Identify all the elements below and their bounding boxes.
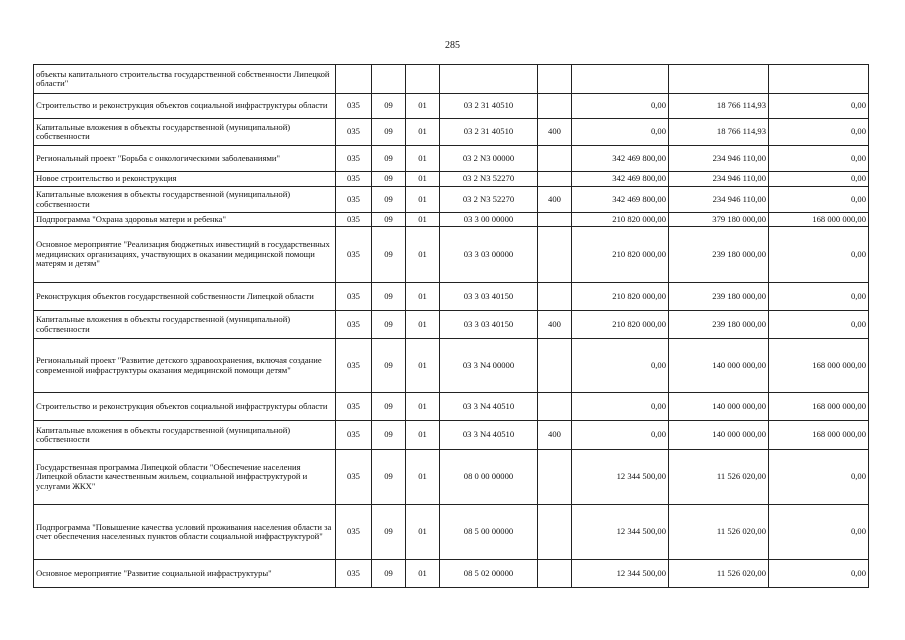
row-sum-3: 0,00 bbox=[769, 283, 869, 311]
row-sum-2: 140 000 000,00 bbox=[669, 393, 769, 421]
row-sum-3: 0,00 bbox=[769, 450, 869, 505]
row-sum-1: 12 344 500,00 bbox=[572, 505, 669, 560]
row-sum-1: 342 469 800,00 bbox=[572, 146, 669, 172]
row-pr: 01 bbox=[406, 560, 440, 588]
row-vr bbox=[538, 450, 572, 505]
row-rz: 09 bbox=[372, 119, 406, 146]
table-row bbox=[34, 187, 869, 213]
row-name: объекты капитального строительства государственной собственности Липецкой области" bbox=[34, 65, 336, 94]
row-rz: 09 bbox=[372, 393, 406, 421]
row-sum-1: 210 820 000,00 bbox=[572, 227, 669, 283]
row-sum-2: 234 946 110,00 bbox=[669, 187, 769, 213]
row-pr: 01 bbox=[406, 213, 440, 227]
row-vr: 400 bbox=[538, 311, 572, 339]
row-sum-1: 12 344 500,00 bbox=[572, 450, 669, 505]
row-sum-2: 239 180 000,00 bbox=[669, 227, 769, 283]
row-name: Новое строительство и реконструкция bbox=[34, 172, 336, 187]
table-row bbox=[34, 283, 869, 311]
row-csr: 03 3 03 00000 bbox=[440, 227, 538, 283]
row-csr: 03 3 03 40150 bbox=[440, 311, 538, 339]
row-name: Капитальные вложения в объекты государственной (муниципальной) собственности bbox=[34, 119, 336, 146]
row-rz: 09 bbox=[372, 213, 406, 227]
row-sum-1: 342 469 800,00 bbox=[572, 187, 669, 213]
row-sum-1: 210 820 000,00 bbox=[572, 311, 669, 339]
row-name: Капитальные вложения в объекты государственной (муниципальной) собственности bbox=[34, 421, 336, 450]
row-sum-1 bbox=[572, 65, 669, 94]
row-sum-1: 0,00 bbox=[572, 94, 669, 119]
row-csr: 08 5 02 00000 bbox=[440, 560, 538, 588]
row-rz: 09 bbox=[372, 283, 406, 311]
row-ved: 035 bbox=[336, 560, 372, 588]
row-pr: 01 bbox=[406, 146, 440, 172]
row-rz: 09 bbox=[372, 450, 406, 505]
row-sum-2: 11 526 020,00 bbox=[669, 450, 769, 505]
table-body bbox=[34, 65, 869, 588]
row-name: Подпрограмма "Охрана здоровья матери и ребенка" bbox=[34, 213, 336, 227]
table-row bbox=[34, 213, 869, 227]
row-name: Подпрограмма "Повышение качества условий проживания населения области за счет обеспечения населенных пунктов области социальной инфраструктурой" bbox=[34, 505, 336, 560]
row-ved: 035 bbox=[336, 172, 372, 187]
row-csr: 03 2 N3 52270 bbox=[440, 172, 538, 187]
table-row bbox=[34, 450, 869, 505]
row-csr: 08 5 00 00000 bbox=[440, 505, 538, 560]
row-ved bbox=[336, 65, 372, 94]
row-name: Региональный проект "Борьба с онкологическими заболеваниями" bbox=[34, 146, 336, 172]
row-vr bbox=[538, 393, 572, 421]
row-name: Капитальные вложения в объекты государственной (муниципальной) собственности bbox=[34, 311, 336, 339]
row-ved: 035 bbox=[336, 393, 372, 421]
row-csr: 03 2 31 40510 bbox=[440, 119, 538, 146]
row-sum-1: 0,00 bbox=[572, 393, 669, 421]
row-pr: 01 bbox=[406, 339, 440, 393]
row-sum-3 bbox=[769, 65, 869, 94]
row-vr bbox=[538, 65, 572, 94]
row-sum-3: 168 000 000,00 bbox=[769, 393, 869, 421]
row-sum-2: 234 946 110,00 bbox=[669, 172, 769, 187]
row-sum-2: 239 180 000,00 bbox=[669, 311, 769, 339]
row-rz: 09 bbox=[372, 560, 406, 588]
row-vr bbox=[538, 146, 572, 172]
row-name: Строительство и реконструкция объектов социальной инфраструктуры области bbox=[34, 393, 336, 421]
row-ved: 035 bbox=[336, 311, 372, 339]
row-name: Региональный проект "Развитие детского здравоохранения, включая создание современной инфраструктуры оказания медицинской помощи детям" bbox=[34, 339, 336, 393]
row-sum-3: 168 000 000,00 bbox=[769, 421, 869, 450]
row-sum-3: 168 000 000,00 bbox=[769, 339, 869, 393]
table-row bbox=[34, 393, 869, 421]
row-sum-3: 0,00 bbox=[769, 311, 869, 339]
table-row bbox=[34, 339, 869, 393]
row-rz: 09 bbox=[372, 227, 406, 283]
row-ved: 035 bbox=[336, 213, 372, 227]
row-csr: 03 3 03 40150 bbox=[440, 283, 538, 311]
row-vr bbox=[538, 339, 572, 393]
row-sum-3: 0,00 bbox=[769, 119, 869, 146]
row-name: Основное мероприятие "Развитие социальной инфраструктуры" bbox=[34, 560, 336, 588]
row-rz bbox=[372, 65, 406, 94]
row-sum-3: 0,00 bbox=[769, 560, 869, 588]
row-csr bbox=[440, 65, 538, 94]
row-pr: 01 bbox=[406, 421, 440, 450]
row-pr: 01 bbox=[406, 172, 440, 187]
row-vr: 400 bbox=[538, 187, 572, 213]
row-rz: 09 bbox=[372, 421, 406, 450]
row-vr bbox=[538, 172, 572, 187]
row-vr bbox=[538, 94, 572, 119]
row-ved: 035 bbox=[336, 119, 372, 146]
row-ved: 035 bbox=[336, 421, 372, 450]
row-name: Государственная программа Липецкой области "Обеспечение населения Липецкой области качественным жильем, социальной инфраструктурой и услугами ЖКХ" bbox=[34, 450, 336, 505]
row-pr bbox=[406, 65, 440, 94]
row-sum-3: 0,00 bbox=[769, 146, 869, 172]
table-row bbox=[34, 119, 869, 146]
row-sum-2: 18 766 114,93 bbox=[669, 119, 769, 146]
row-csr: 03 2 N3 00000 bbox=[440, 146, 538, 172]
row-sum-3: 0,00 bbox=[769, 187, 869, 213]
row-pr: 01 bbox=[406, 94, 440, 119]
row-sum-2: 234 946 110,00 bbox=[669, 146, 769, 172]
row-sum-1: 0,00 bbox=[572, 119, 669, 146]
row-csr: 03 3 N4 40510 bbox=[440, 393, 538, 421]
row-csr: 03 3 N4 00000 bbox=[440, 339, 538, 393]
row-rz: 09 bbox=[372, 505, 406, 560]
row-vr: 400 bbox=[538, 421, 572, 450]
row-vr bbox=[538, 213, 572, 227]
row-sum-1: 0,00 bbox=[572, 421, 669, 450]
row-sum-3: 0,00 bbox=[769, 505, 869, 560]
row-pr: 01 bbox=[406, 283, 440, 311]
row-sum-2: 11 526 020,00 bbox=[669, 505, 769, 560]
row-csr: 08 0 00 00000 bbox=[440, 450, 538, 505]
row-name: Строительство и реконструкция объектов социальной инфраструктуры области bbox=[34, 94, 336, 119]
budget-table bbox=[33, 64, 869, 588]
table-row bbox=[34, 560, 869, 588]
row-csr: 03 2 31 40510 bbox=[440, 94, 538, 119]
row-pr: 01 bbox=[406, 187, 440, 213]
table-row bbox=[34, 311, 869, 339]
row-pr: 01 bbox=[406, 505, 440, 560]
row-sum-1: 210 820 000,00 bbox=[572, 213, 669, 227]
row-ved: 035 bbox=[336, 94, 372, 119]
table-row bbox=[34, 421, 869, 450]
row-sum-2: 11 526 020,00 bbox=[669, 560, 769, 588]
row-sum-2: 18 766 114,93 bbox=[669, 94, 769, 119]
row-sum-2: 140 000 000,00 bbox=[669, 339, 769, 393]
row-pr: 01 bbox=[406, 227, 440, 283]
row-csr: 03 2 N3 52270 bbox=[440, 187, 538, 213]
table-row bbox=[34, 505, 869, 560]
row-rz: 09 bbox=[372, 94, 406, 119]
table-row bbox=[34, 94, 869, 119]
row-csr: 03 3 00 00000 bbox=[440, 213, 538, 227]
row-sum-2 bbox=[669, 65, 769, 94]
row-sum-1: 210 820 000,00 bbox=[572, 283, 669, 311]
row-name: Реконструкция объектов государственной собственности Липецкой области bbox=[34, 283, 336, 311]
row-vr bbox=[538, 283, 572, 311]
row-vr: 400 bbox=[538, 119, 572, 146]
page-number: 285 bbox=[445, 40, 460, 51]
row-pr: 01 bbox=[406, 311, 440, 339]
row-pr: 01 bbox=[406, 119, 440, 146]
table-row bbox=[34, 146, 869, 172]
row-sum-1: 0,00 bbox=[572, 339, 669, 393]
row-vr bbox=[538, 505, 572, 560]
row-sum-2: 379 180 000,00 bbox=[669, 213, 769, 227]
row-sum-2: 140 000 000,00 bbox=[669, 421, 769, 450]
row-vr bbox=[538, 227, 572, 283]
row-sum-3: 0,00 bbox=[769, 94, 869, 119]
row-ved: 035 bbox=[336, 339, 372, 393]
table-row bbox=[34, 65, 869, 94]
table-row bbox=[34, 172, 869, 187]
row-sum-3: 0,00 bbox=[769, 227, 869, 283]
row-vr bbox=[538, 560, 572, 588]
row-sum-2: 239 180 000,00 bbox=[669, 283, 769, 311]
row-sum-1: 342 469 800,00 bbox=[572, 172, 669, 187]
row-ved: 035 bbox=[336, 146, 372, 172]
row-name: Основное мероприятие "Реализация бюджетных инвестиций в государственных медицинских организациях, участвующих в оказании медицинской помощи матерям и детям" bbox=[34, 227, 336, 283]
row-pr: 01 bbox=[406, 450, 440, 505]
row-pr: 01 bbox=[406, 393, 440, 421]
row-rz: 09 bbox=[372, 187, 406, 213]
row-sum-3: 168 000 000,00 bbox=[769, 213, 869, 227]
row-rz: 09 bbox=[372, 146, 406, 172]
row-ved: 035 bbox=[336, 283, 372, 311]
row-rz: 09 bbox=[372, 172, 406, 187]
row-sum-1: 12 344 500,00 bbox=[572, 560, 669, 588]
row-ved: 035 bbox=[336, 227, 372, 283]
row-rz: 09 bbox=[372, 339, 406, 393]
row-name: Капитальные вложения в объекты государственной (муниципальной) собственности bbox=[34, 187, 336, 213]
row-ved: 035 bbox=[336, 505, 372, 560]
row-ved: 035 bbox=[336, 187, 372, 213]
table-row bbox=[34, 227, 869, 283]
row-ved: 035 bbox=[336, 450, 372, 505]
row-rz: 09 bbox=[372, 311, 406, 339]
row-sum-3: 0,00 bbox=[769, 172, 869, 187]
row-csr: 03 3 N4 40510 bbox=[440, 421, 538, 450]
